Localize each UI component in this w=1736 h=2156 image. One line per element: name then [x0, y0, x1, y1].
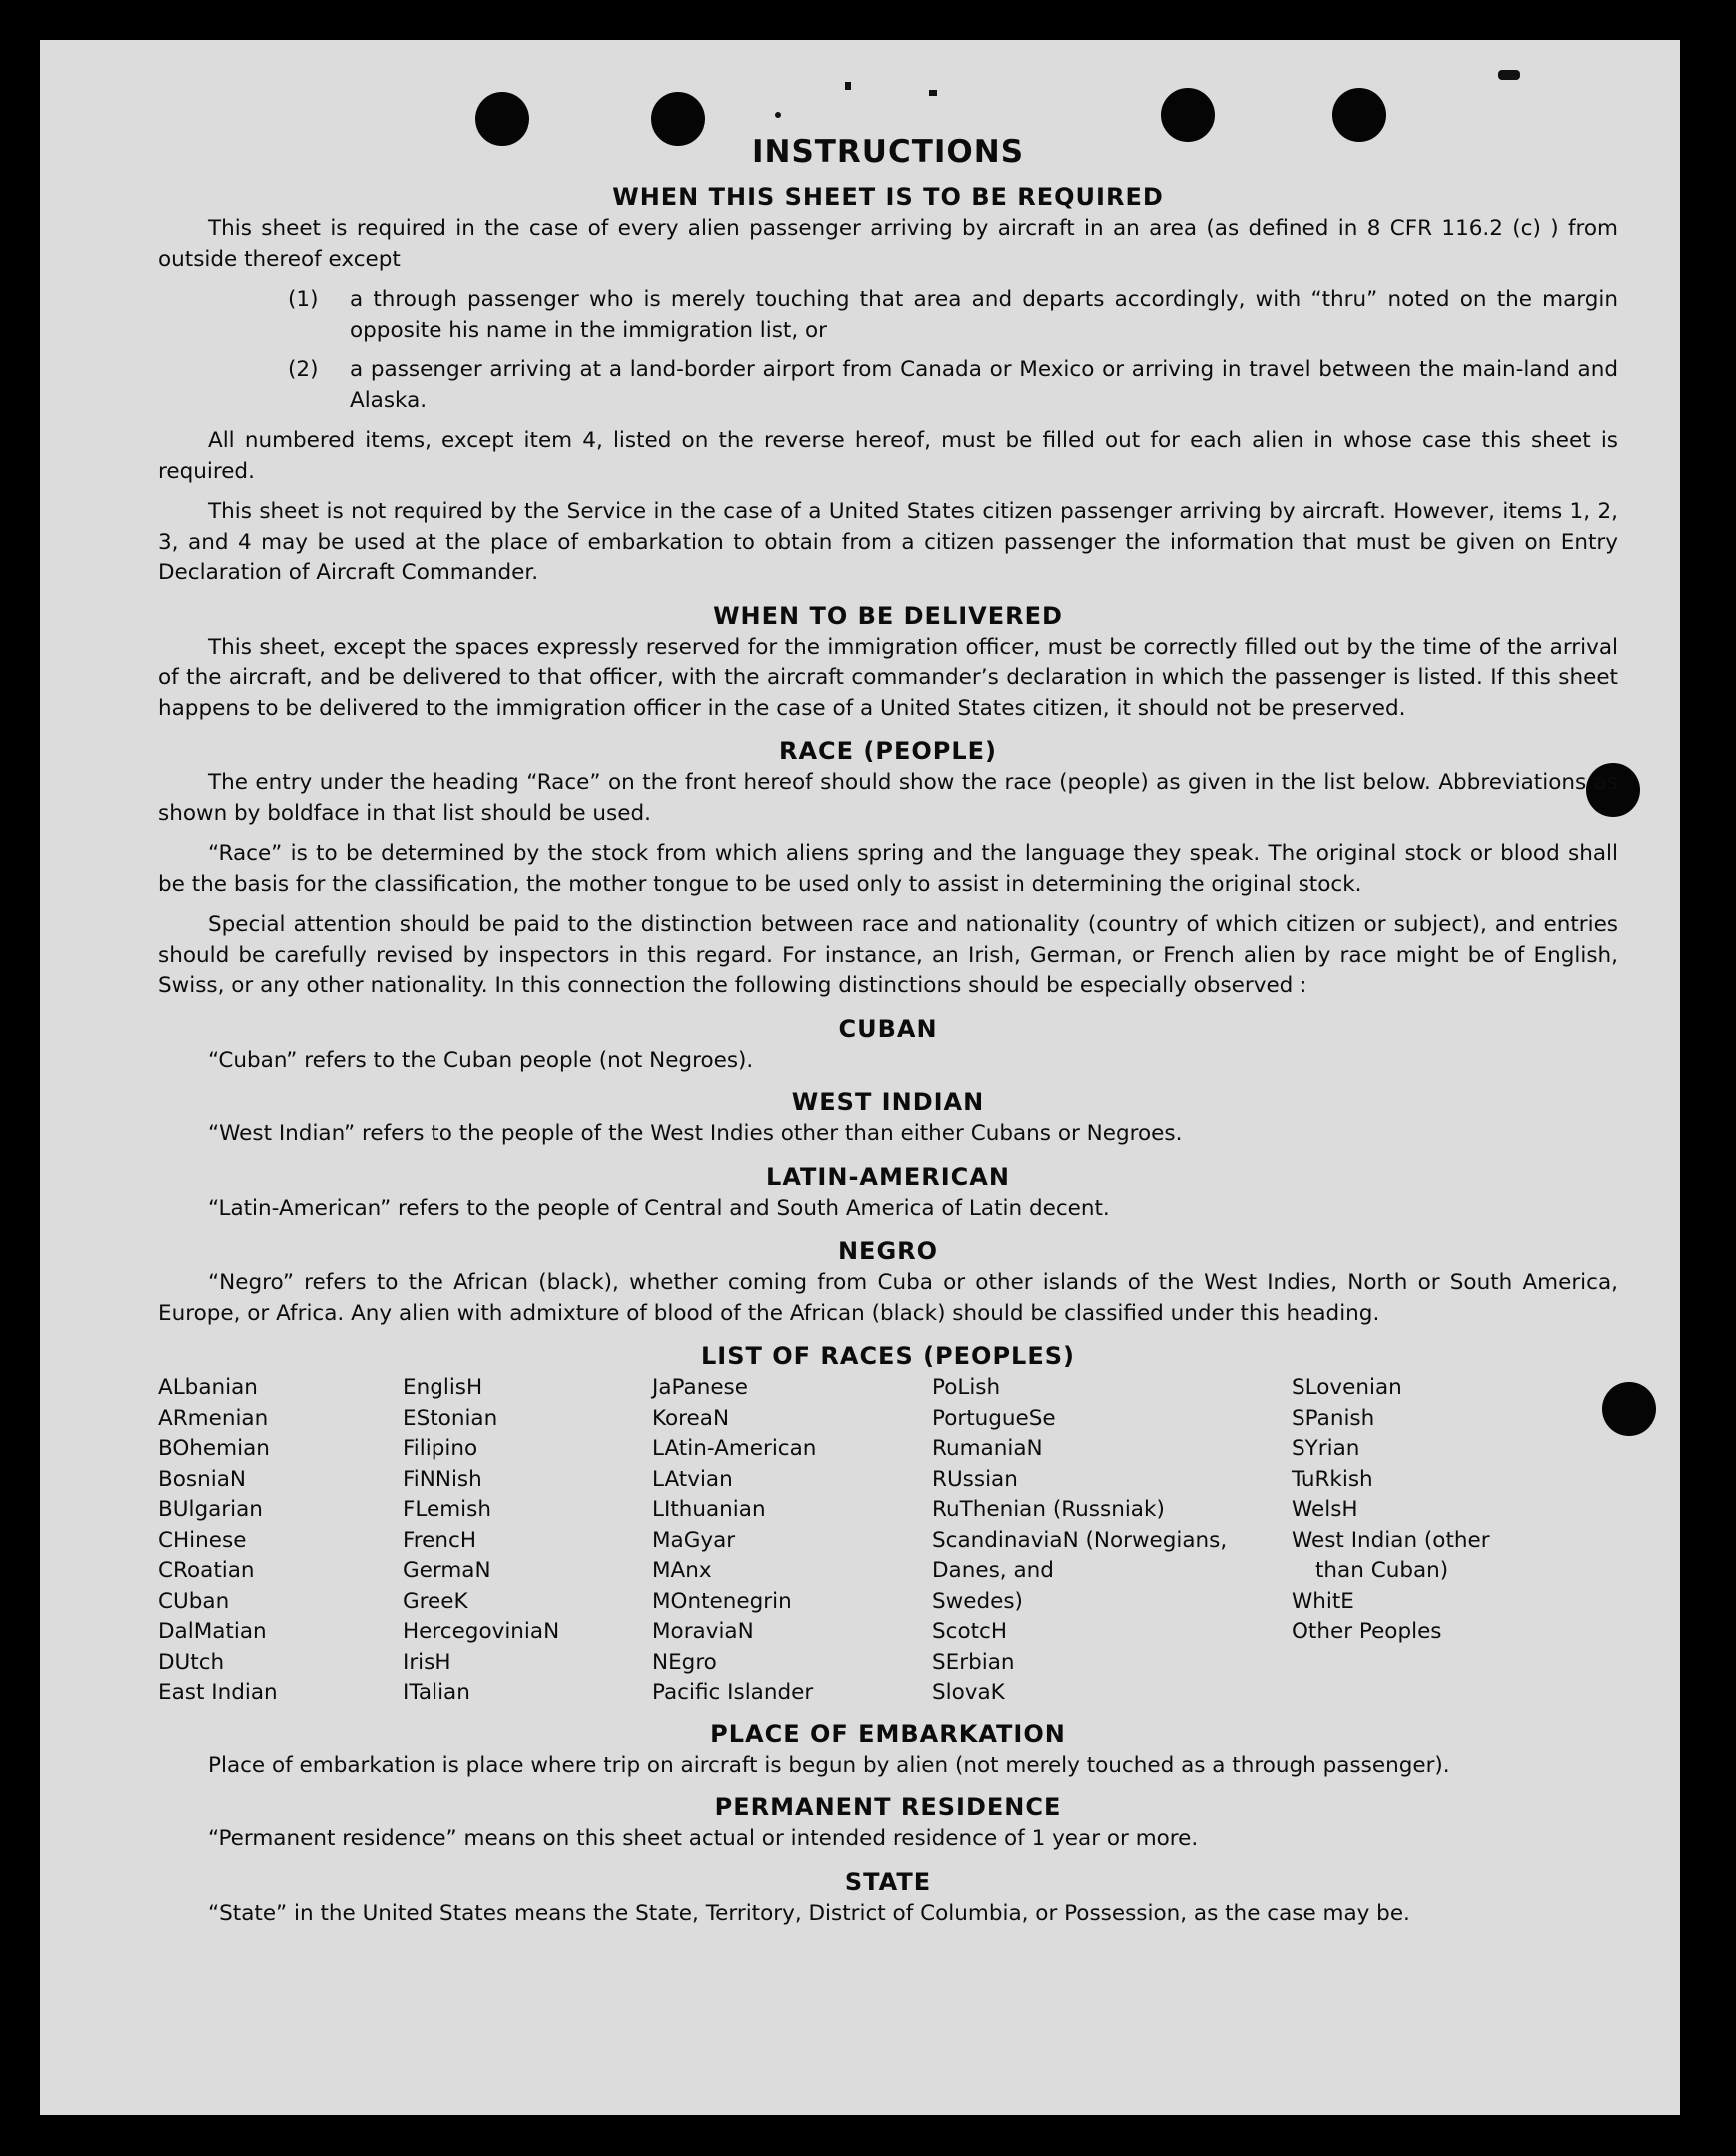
- race-item: East Indian: [158, 1680, 278, 1705]
- race-item: SlovaK: [932, 1680, 1005, 1705]
- speck-mark: [845, 82, 851, 90]
- race-item: CRoatian: [158, 1558, 255, 1583]
- race-item: FrencH: [403, 1527, 477, 1553]
- race-item: RumaniaN: [932, 1436, 1043, 1461]
- heading-when-required: WHEN THIS SHEET IS TO BE REQUIRED: [612, 183, 1164, 211]
- state-text: “State” in the United States means the State, Territory, District of Columbia, or Possession, as the case may be.: [208, 1900, 1410, 1926]
- numbered-items-paragraph: All numbered items, except item 4, listed on the reverse hereof, must be filled out for each alien in whose case this sheet is required.: [158, 428, 1618, 484]
- speck-mark: [775, 112, 781, 118]
- exception-item: [158, 356, 1618, 416]
- race-item: ScotcH: [932, 1619, 1008, 1644]
- race-item: FiNNish: [403, 1466, 482, 1492]
- exception-number: (2): [288, 358, 319, 382]
- document-sheet: [40, 40, 1680, 2115]
- speck-mark: [1498, 70, 1520, 80]
- races-column: [403, 1373, 652, 1709]
- race-item: SErbian: [932, 1649, 1015, 1675]
- race-item: HercegoviniaN: [403, 1619, 560, 1644]
- race-item: MAnx: [652, 1558, 712, 1583]
- race-item: RuThenian (Russniak): [932, 1497, 1165, 1522]
- race-item: WelsH: [1292, 1497, 1358, 1522]
- race-item: ScandinaviaN (Norwegians,: [932, 1527, 1228, 1553]
- race-item: Danes, and: [932, 1558, 1054, 1583]
- race-item: ALbanian: [158, 1375, 258, 1400]
- race-item: ITalian: [403, 1680, 470, 1705]
- heading-when-delivered: WHEN TO BE DELIVERED: [713, 601, 1063, 630]
- negro-text: “Negro” refers to the African (black), whether coming from Cuba or other islands of the West Indies, North or South America, Europe, or Africa. Any alien with admixture of blood of the African (black) should be classified under this heading.: [158, 1270, 1618, 1326]
- race-paragraph-1: The entry under the heading “Race” on the front hereof should show the race (people) as given in the list below. Abbreviations as shown by boldface in that list should be used.: [158, 770, 1618, 826]
- heading-cuban: CUBAN: [838, 1014, 938, 1043]
- heading-latin-american: LATIN-AMERICAN: [766, 1162, 1010, 1191]
- races-column: [158, 1373, 403, 1709]
- page-title: INSTRUCTIONS: [751, 134, 1025, 170]
- heading-permanent-residence: PERMANENT RESIDENCE: [714, 1794, 1062, 1821]
- citizen-paragraph: This sheet is not required by the Service in the case of a United States citizen passenger arriving by aircraft. However, items 1, 2, 3, and 4 may be used at the place of embarkation to obtain from a citizen passenger the information that must be given on Entry Declaration of Aircraft Commander.: [158, 499, 1618, 585]
- race-item: EStonian: [403, 1405, 498, 1431]
- residence-text: “Permanent residence” means on this sheet actual or intended residence of 1 year or more.: [208, 1826, 1199, 1851]
- races-column: [932, 1373, 1292, 1709]
- race-item: than Cuban): [1315, 1558, 1449, 1583]
- race-item: TuRkish: [1292, 1466, 1373, 1492]
- exception-item: [158, 285, 1618, 346]
- exception-number: (1): [288, 287, 319, 312]
- heading-races-list: LIST OF RACES (PEOPLES): [701, 1342, 1075, 1370]
- speck-mark: [929, 90, 937, 96]
- when-delivered-text: This sheet, except the spaces expressly reserved for the immigration officer, must be correctly filled out by the time of the arrival of the aircraft, and be delivered to that officer, with the aircraft commander’s declaration in which the passenger is listed. If this sheet happens to be delivered to the immigration officer in the case of a United States citizen, it should not be preserved.: [158, 634, 1618, 721]
- race-item: GermaN: [403, 1558, 491, 1583]
- race-item: Swedes): [932, 1588, 1023, 1614]
- race-item: LIthuanian: [652, 1497, 766, 1522]
- race-item: SLovenian: [1292, 1375, 1402, 1400]
- race-item: CHinese: [158, 1527, 247, 1553]
- heading-race: RACE (PEOPLE): [778, 737, 998, 765]
- race-item: DUtch: [158, 1649, 225, 1675]
- race-item: ARmenian: [158, 1405, 269, 1431]
- race-item: Filipino: [403, 1436, 478, 1461]
- race-item: FLemish: [403, 1497, 491, 1522]
- embarkation-text: Place of embarkation is place where trip on aircraft is begun by alien (not merely touched as a through passenger).: [208, 1752, 1450, 1778]
- race-item: LAtin-American: [652, 1436, 817, 1461]
- race-item: Pacific Islander: [652, 1680, 814, 1705]
- races-list: [158, 1373, 1618, 1709]
- race-item: PortugueSe: [932, 1405, 1056, 1431]
- race-item: SPanish: [1292, 1405, 1375, 1431]
- race-item: BosniaN: [158, 1466, 246, 1492]
- race-item: PoLish: [932, 1375, 1001, 1400]
- race-paragraph-3: Special attention should be paid to the distinction between race and nationality (country of which citizen or subject), and entries should be carefully revised by inspectors in this regard. For instance, an Irish, German, or French alien by race might be of English, Swiss, or any other nationality. In this connection the following distinctions should be especially observed :: [158, 912, 1618, 998]
- race-item: DalMatian: [158, 1619, 267, 1644]
- latin-american-text: “Latin-American” refers to the people of Central and South America of Latin decent.: [208, 1195, 1110, 1221]
- race-item: LAtvian: [652, 1466, 733, 1492]
- exception-text: a through passenger who is merely touching that area and departs accordingly, with “thru” noted on the margin opposite his name in the immigration list, or: [350, 287, 1618, 343]
- cuban-text: “Cuban” refers to the Cuban people (not Negroes).: [208, 1047, 754, 1073]
- race-item: BUlgarian: [158, 1497, 263, 1522]
- race-item: WhitE: [1292, 1588, 1354, 1614]
- race-item: MoraviaN: [652, 1619, 754, 1644]
- race-item: MOntenegrin: [652, 1588, 792, 1614]
- heading-embarkation: PLACE OF EMBARKATION: [710, 1719, 1066, 1748]
- race-item: IrisH: [403, 1649, 451, 1675]
- race-item: EnglisH: [403, 1375, 483, 1400]
- heading-west-indian: WEST INDIAN: [791, 1088, 985, 1116]
- heading-negro: NEGRO: [837, 1237, 939, 1265]
- race-item: KoreaN: [652, 1405, 730, 1431]
- races-column: [1292, 1373, 1551, 1709]
- race-item: SYrian: [1292, 1436, 1360, 1461]
- race-item: NEgro: [652, 1649, 717, 1675]
- race-item: JaPanese: [652, 1375, 748, 1400]
- race-item: CUban: [158, 1588, 230, 1614]
- when-required-intro: This sheet is required in the case of every alien passenger arriving by aircraft in an area (as defined in 8 CFR 116.2 (c) ) from outside thereof except: [158, 216, 1618, 272]
- race-item: BOhemian: [158, 1436, 270, 1461]
- instructions-content: [158, 126, 1618, 1939]
- races-column: [652, 1373, 932, 1709]
- race-item: Other Peoples: [1292, 1619, 1442, 1644]
- race-item: West Indian (other: [1292, 1527, 1490, 1553]
- race-paragraph-2: “Race” is to be determined by the stock from which aliens spring and the language they speak. The original stock or blood shall be the basis for the classification, the mother tongue to be used only to assist in determining the original stock.: [158, 841, 1618, 897]
- race-item: MaGyar: [652, 1527, 736, 1553]
- heading-state: STATE: [844, 1867, 932, 1896]
- race-item: RUssian: [932, 1466, 1018, 1492]
- race-item: GreeK: [403, 1588, 468, 1614]
- exception-text: a passenger arriving at a land-border airport from Canada or Mexico or arriving in travel between the main-land and Alaska.: [350, 358, 1618, 413]
- west-indian-text: “West Indian” refers to the people of the West Indies other than either Cubans or Negroes.: [208, 1121, 1183, 1146]
